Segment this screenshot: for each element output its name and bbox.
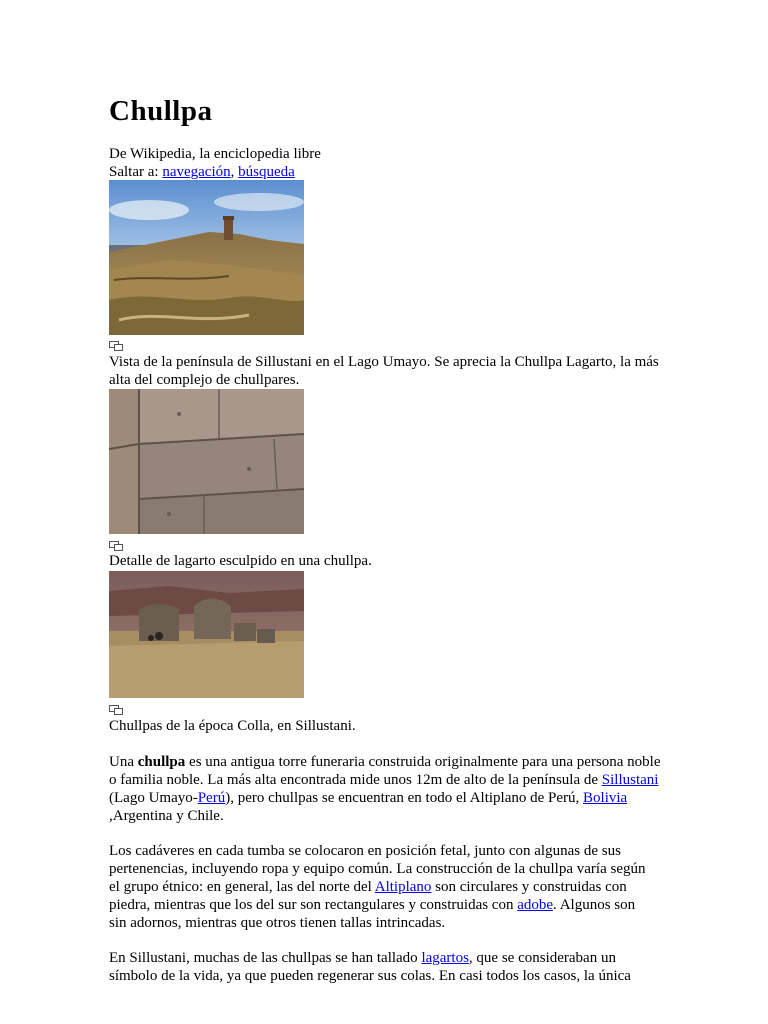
bold-term: chullpa	[137, 754, 186, 770]
figure-caption: Vista de la península de Sillustani en el Lago Umayo. Se aprecia la Chullpa Lagarto, la más alta del complejo de chullpares.	[109, 354, 659, 388]
sillustani-link[interactable]: Sillustani	[601, 772, 659, 788]
lizard-detail-photo[interactable]	[109, 389, 304, 534]
magnify-icon[interactable]	[109, 341, 123, 351]
text: ), pero chullpas se encuentran en todo el Altiplano de Perú,	[225, 790, 584, 806]
jump-search-link[interactable]: búsqueda	[238, 164, 295, 180]
magnify-icon[interactable]	[109, 541, 123, 551]
jump-links	[109, 163, 295, 181]
text: (Lago Umayo-	[109, 790, 198, 806]
figure-caption: Detalle de lagarto esculpido en una chullpa.	[109, 553, 372, 569]
magnify-icon[interactable]	[109, 705, 123, 715]
figure-caption: Chullpas de la época Colla, en Sillustani.	[109, 718, 356, 734]
lagartos-link[interactable]: lagartos	[421, 950, 469, 966]
jump-nav-link[interactable]: navegación	[162, 164, 231, 180]
colla-chullpas-photo[interactable]	[109, 571, 304, 698]
text: es una antigua torre funeraria construida originalmente para una persona noble o familia noble. La más alta encontrada mide unos 12m de alto de la península de	[109, 754, 661, 788]
text: Los cadáveres en cada tumba se colocaron en posición fetal, junto con algunas de sus pertenencias, incluyendo ropa y equipo común. La construcción de la chullpa varía según el grupo étnico: en general, las del norte del	[109, 843, 646, 895]
adobe-link[interactable]: adobe	[517, 897, 554, 913]
text: . Algunos son sin adornos, mientras que otros tienen tallas intrincadas.	[109, 897, 636, 931]
text: Una	[109, 754, 138, 770]
bolivia-link[interactable]: Bolivia	[583, 790, 628, 806]
text: , que se consideraban un símbolo de la vida, ya que pueden regenerar sus colas. En casi todos los casos, la única	[109, 950, 631, 984]
paragraph	[109, 949, 659, 985]
subtitle: De Wikipedia, la enciclopedia libre	[109, 146, 321, 162]
page-title: Chullpa	[109, 95, 213, 127]
altiplano-link[interactable]: Altiplano	[374, 879, 432, 895]
text: son circulares y construidas con piedra, mientras que los del sur son rectangulares y construidas con	[109, 879, 627, 913]
jump-sep: ,	[230, 164, 239, 180]
sillustani-photo[interactable]	[109, 180, 304, 335]
text: ,Argentina y Chile.	[109, 808, 224, 824]
text: En Sillustani, muchas de las chullpas se han tallado	[109, 950, 422, 966]
peru-link[interactable]: Perú	[197, 790, 226, 806]
jump-prefix: Saltar a:	[109, 164, 163, 180]
paragraph	[109, 842, 649, 932]
paragraph	[109, 753, 664, 825]
